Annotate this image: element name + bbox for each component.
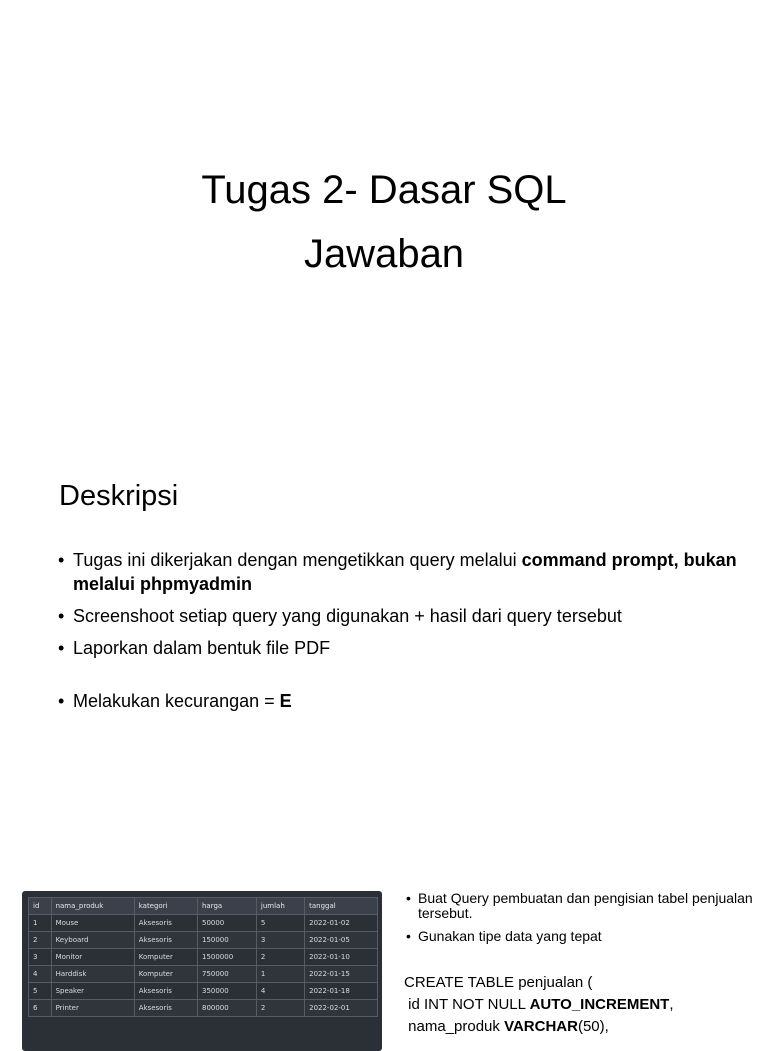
sql-text: id INT NOT NULL bbox=[404, 996, 530, 1013]
table-row bbox=[29, 966, 378, 983]
table-cell: Aksesoris bbox=[134, 915, 197, 932]
bullet-text: Melakukan kecurangan = bbox=[73, 691, 280, 711]
table-cell: 2 bbox=[256, 949, 304, 966]
table-cell: 4 bbox=[256, 983, 304, 1000]
bullet-item bbox=[58, 636, 738, 660]
table-cell: Monitor bbox=[51, 949, 134, 966]
bullet-bold-text: command prompt, bukan melalui phpmyadmin bbox=[73, 550, 737, 594]
table-row bbox=[29, 983, 378, 1000]
table-cell: Speaker bbox=[51, 983, 134, 1000]
sql-line: CREATE TABLE penjualan ( bbox=[404, 974, 593, 991]
table-cell: 6 bbox=[29, 1000, 52, 1017]
bullet-dot-icon: • bbox=[406, 890, 411, 906]
table-cell: 1500000 bbox=[197, 949, 256, 966]
table-cell: 750000 bbox=[197, 966, 256, 983]
sql-line bbox=[404, 1016, 764, 1038]
bullet-item bbox=[406, 891, 756, 921]
table-row bbox=[29, 932, 378, 949]
sales-table bbox=[28, 897, 378, 1017]
table-cell: 1 bbox=[29, 915, 52, 932]
table-cell: 2022-01-02 bbox=[305, 915, 378, 932]
table-cell: Komputer bbox=[134, 966, 197, 983]
table-header-row bbox=[29, 898, 378, 915]
table-row bbox=[29, 1000, 378, 1017]
table-cell: 2 bbox=[256, 1000, 304, 1017]
table-cell: 1 bbox=[256, 966, 304, 983]
table-cell: 3 bbox=[29, 949, 52, 966]
table-cell: 5 bbox=[256, 915, 304, 932]
description-bullet-list bbox=[58, 548, 738, 721]
sql-keyword: VARCHAR bbox=[504, 1018, 578, 1035]
table-cell: Mouse bbox=[51, 915, 134, 932]
table-cell: Aksesoris bbox=[134, 983, 197, 1000]
table-cell: 2022-01-15 bbox=[305, 966, 378, 983]
column-header: nama_produk bbox=[51, 898, 134, 915]
slide-title: Tugas 2- Dasar SQL bbox=[201, 168, 567, 212]
sql-line bbox=[404, 994, 764, 1016]
table-cell: 2022-02-01 bbox=[305, 1000, 378, 1017]
table-cell: 2022-01-10 bbox=[305, 949, 378, 966]
title-slide bbox=[0, 0, 768, 432]
sql-keyword: AUTO_INCREMENT bbox=[529, 996, 670, 1013]
sql-code-block bbox=[404, 972, 764, 1038]
column-header: tanggal bbox=[305, 898, 378, 915]
sql-text: (50), bbox=[577, 1018, 609, 1035]
table-cell: 4 bbox=[29, 966, 52, 983]
sql-text: nama_produk bbox=[404, 1018, 505, 1035]
column-header: kategori bbox=[134, 898, 197, 915]
table-cell: 3 bbox=[256, 932, 304, 949]
bullet-item bbox=[58, 689, 738, 713]
bullet-bold-text: E bbox=[279, 691, 292, 711]
table-cell: 150000 bbox=[197, 932, 256, 949]
table-cell: Keyboard bbox=[51, 932, 134, 949]
column-header: jumlah bbox=[256, 898, 304, 915]
bullet-text: Gunakan tipe data yang tepat bbox=[418, 928, 602, 944]
table-cell: 350000 bbox=[197, 983, 256, 1000]
bullet-text: Laporkan dalam bentuk file PDF bbox=[73, 638, 331, 658]
table-cell: 2022-01-18 bbox=[305, 983, 378, 1000]
bullet-text: Screenshoot setiap query yang digunakan + hasil dari query tersebut bbox=[73, 606, 622, 626]
table-cell: 800000 bbox=[197, 1000, 256, 1017]
table-cell: Komputer bbox=[134, 949, 197, 966]
bullet-item bbox=[406, 929, 756, 944]
bullet-text: Buat Query pembuatan dan pengisian tabel penjualan tersebut. bbox=[418, 890, 753, 921]
table-cell: 50000 bbox=[197, 915, 256, 932]
bullet-dot-icon: • bbox=[58, 638, 65, 658]
table-cell: 2 bbox=[29, 932, 52, 949]
bullet-dot-icon: • bbox=[58, 691, 65, 711]
column-header: harga bbox=[197, 898, 256, 915]
table-cell: Aksesoris bbox=[134, 932, 197, 949]
table-cell: Printer bbox=[51, 1000, 134, 1017]
bullet-dot-icon: • bbox=[58, 606, 65, 626]
bullet-dot-icon: • bbox=[406, 928, 411, 944]
table-cell: Aksesoris bbox=[134, 1000, 197, 1017]
task-bullet-list bbox=[406, 891, 756, 952]
bullet-dot-icon: • bbox=[58, 550, 65, 570]
column-header: id bbox=[29, 898, 52, 915]
task-slide bbox=[0, 864, 768, 1035]
table-row bbox=[29, 949, 378, 966]
bullet-item bbox=[58, 604, 738, 628]
table-cell: Harddisk bbox=[51, 966, 134, 983]
bullet-text: Tugas ini dikerjakan dengan mengetikkan query melalui bbox=[73, 550, 522, 570]
table-cell: 5 bbox=[29, 983, 52, 1000]
table-row bbox=[29, 915, 378, 932]
sql-text: , bbox=[669, 996, 674, 1013]
bullet-item bbox=[58, 548, 738, 596]
description-heading: Deskripsi bbox=[59, 480, 179, 512]
table-cell: 2022-01-05 bbox=[305, 932, 378, 949]
table-screenshot bbox=[22, 891, 382, 1051]
slide-subtitle: Jawaban bbox=[303, 232, 465, 276]
